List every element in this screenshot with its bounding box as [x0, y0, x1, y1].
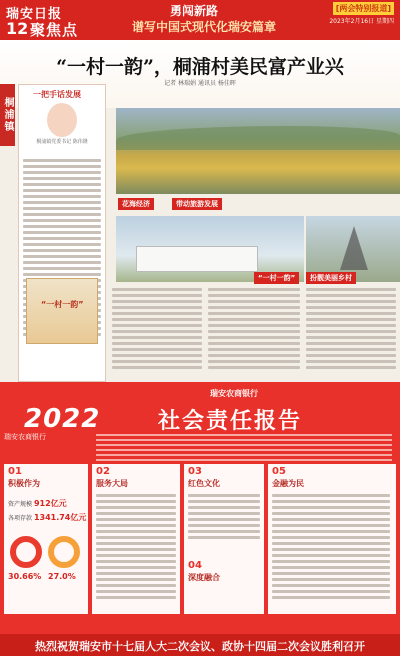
special-report-badge: [两会特别报道]	[333, 2, 394, 15]
article-body-col1	[112, 288, 202, 372]
csr-report-ad	[0, 382, 400, 656]
column-text	[96, 494, 176, 602]
article-body-col2	[208, 288, 300, 372]
article-body-col3	[306, 288, 396, 372]
report-column-3	[184, 464, 264, 614]
interviewee-caption: 桐浦镇党委书记 陈伟隆	[36, 139, 88, 145]
column-heading: 深度融合	[188, 573, 220, 582]
newspaper-brand: 瑞安日报	[6, 7, 63, 22]
donut-chart-icon-2	[48, 536, 80, 568]
column-text	[188, 494, 260, 542]
region-vertical-tag: 桐浦镇	[0, 84, 15, 146]
column-number: 01	[8, 466, 22, 477]
photo-label-flower-economy: 花海经济	[118, 198, 154, 210]
photo-label-tourism: 带动旅游发展	[172, 198, 222, 210]
report-column-1	[4, 464, 88, 614]
article-title: “一村一韵”，桐浦村美民富产业兴	[56, 56, 344, 78]
stat-ratio: 30.66%	[8, 572, 42, 581]
report-column-5	[268, 464, 396, 614]
report-title: 社会责任报告	[158, 408, 303, 434]
column-heading: 金融为民	[272, 479, 304, 488]
column-heading: 积极作为	[8, 479, 40, 488]
photo-label-beautiful-village: 扮靓美丽乡村	[306, 272, 356, 284]
column-text	[272, 494, 390, 602]
stat-deposits: 各项存款 1341.74亿元	[8, 513, 87, 522]
column-number: 02	[96, 466, 110, 477]
column-number: 04	[188, 560, 202, 571]
slogan-poster-image	[26, 278, 98, 344]
report-intro-text	[96, 434, 392, 464]
header-headline: 谱写中国式现代化瑞安篇章	[132, 20, 277, 34]
section-name: 聚焦点	[30, 21, 79, 39]
poster-text: “一村一韵”	[41, 300, 84, 309]
bank-name-left: 瑞安农商银行	[4, 433, 46, 441]
flower-field-photo	[116, 108, 400, 194]
header-kicker: 勇闯新路	[170, 4, 219, 18]
page-number: 12	[6, 19, 29, 38]
article-byline: 记者 林瑞娟 通讯员 杨佳晖	[164, 80, 236, 87]
avatar	[47, 103, 77, 137]
photo-label-one-village: “一村一韵”	[254, 272, 299, 284]
column-number: 05	[272, 466, 286, 477]
page-header	[0, 0, 400, 40]
column-heading: 服务大局	[96, 479, 128, 488]
bank-logo-text: 瑞安农商银行	[210, 389, 258, 398]
issue-date: 2023年2月16日 星期四	[329, 18, 394, 25]
column-number: 03	[188, 466, 202, 477]
building-shape	[136, 246, 258, 272]
interview-tag: 一把手话发展	[33, 90, 81, 99]
stat-inclusive: 27.0%	[48, 572, 76, 581]
donut-chart-icon	[10, 536, 42, 568]
congratulation-banner	[0, 634, 400, 656]
report-year: 2022	[24, 404, 101, 434]
column-heading: 红色文化	[188, 479, 220, 488]
stat-assets: 资产规模 912亿元	[8, 499, 67, 508]
congratulation-text: 热烈祝贺瑞安市十七届人大二次会议、政协十四届二次会议胜利召开	[35, 640, 365, 653]
report-column-2	[92, 464, 180, 614]
tower-shape	[340, 226, 368, 270]
